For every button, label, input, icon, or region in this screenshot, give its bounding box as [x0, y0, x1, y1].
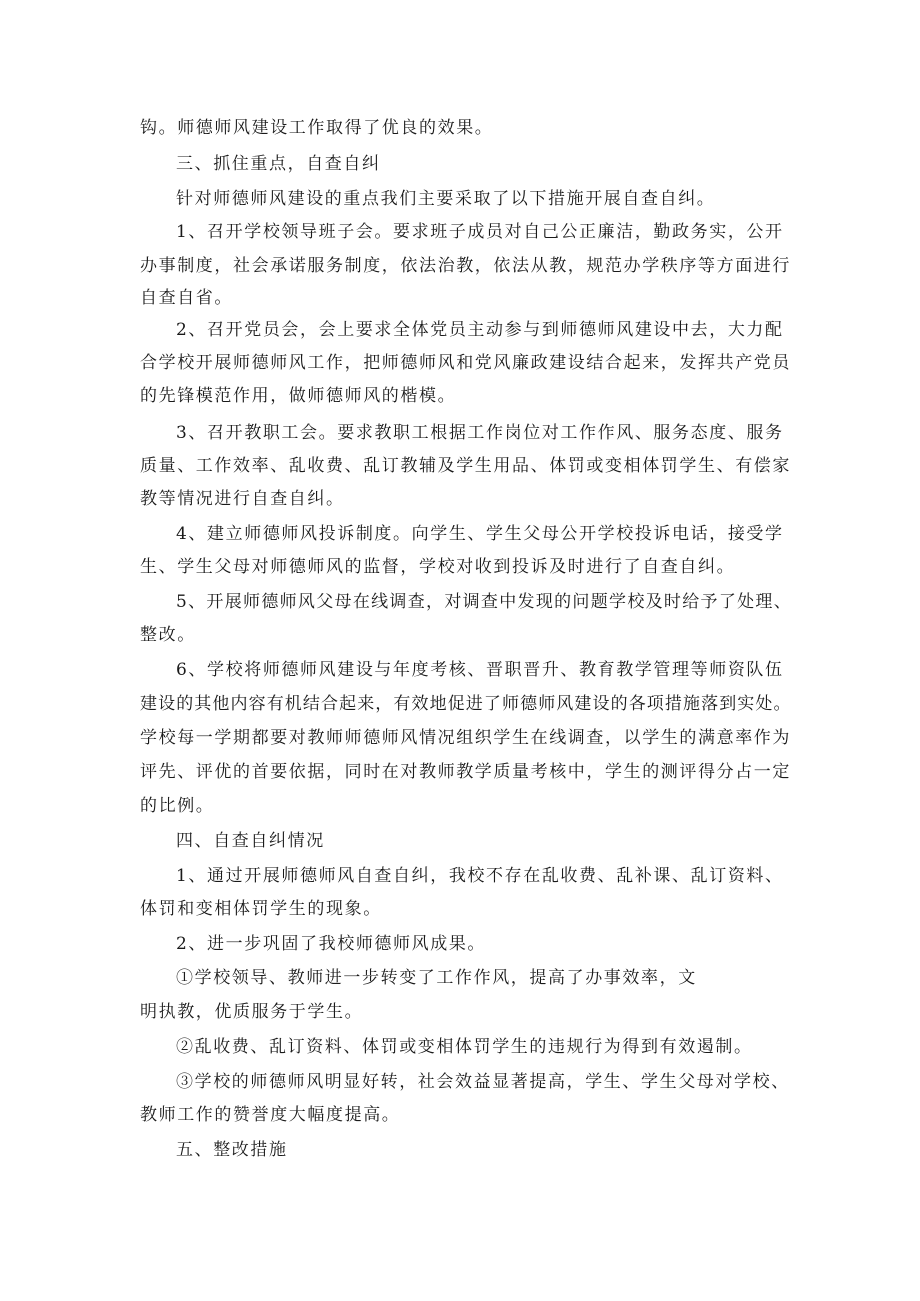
paragraph-6-line: 建设的其他内容有机结合起来，有效地促进了师德师风建设的各项措施落到实处。	[140, 694, 792, 714]
subitem-1-line: ①学校领导、教师进一步转变了工作作风，提高了办事效率，文	[176, 968, 697, 988]
paragraph-6-line: 学校每一学期都要对教师师德师风情况组织学生在线调查，以学生的满意率作为	[140, 728, 791, 748]
paragraph-2-line: 合学校开展师德师风工作，把师德师风和党风廉政建设结合起来，发挥共产党员	[140, 353, 791, 373]
paragraph-3-line: 质量、工作效率、乱收费、乱订教辅及学生用品、体罚或变相体罚学生、有偿家	[140, 456, 791, 476]
subitem-2-line: ②乱收费、乱订资料、体罚或变相体罚学生的违规行为得到有效遏制。	[176, 1037, 753, 1057]
paragraph-5-line: 整改。	[140, 625, 196, 645]
section-heading-5: 五、整改措施	[176, 1140, 288, 1160]
paragraph-3-line: 3、召开教职工会。要求教职工根据工作岗位对工作作风、服务态度、服务	[176, 423, 784, 443]
subitem-1-line: 明执教，优质服务于学生。	[140, 1002, 364, 1022]
paragraph-1-line: 1、召开学校领导班子会。要求班子成员对自己公正廉洁，勤政务实，公开	[176, 222, 784, 242]
item-1-line: 体罚和变相体罚学生的现象。	[140, 899, 382, 919]
paragraph-6-line: 的比例。	[140, 796, 215, 816]
item-2-line: 2、进一步巩固了我校师德师风成果。	[176, 934, 487, 954]
paragraph-6-line: 6、学校将师德师风建设与年度考核、晋职晋升、教育教学管理等师资队伍	[176, 660, 784, 680]
subitem-3-line: ③学校的师德师风明显好转，社会效益显著提高，学生、学生父母对学校、	[176, 1072, 790, 1092]
paragraph-6-line: 评先、评优的首要依据，同时在对教师教学质量考核中，学生的测评得分占一定	[140, 762, 791, 782]
paragraph-5-line: 5、开展师德师风父母在线调查，对调查中发现的问题学校及时给予了处理、	[176, 592, 793, 612]
paragraph-2-line: 2、召开党员会，会上要求全体党员主动参与到师德师风建设中去，大力配	[176, 320, 784, 340]
paragraph-4-line: 4、建立师德师风投诉制度。向学生、学生父母公开学校投诉电话，接受学	[176, 524, 784, 544]
section-heading-4: 四、自查自纠情况	[176, 831, 325, 851]
subitem-3-line: 教师工作的赞誉度大幅度提高。	[140, 1105, 401, 1125]
paragraph-3-line: 教等情况进行自查自纠。	[140, 489, 345, 509]
item-1-line: 1、通过开展师德师风自查自纠，我校不存在乱收费、乱补课、乱订资料、	[176, 866, 784, 886]
text-line: 钩。师德师风建设工作取得了优良的效果。	[140, 118, 494, 138]
section-heading-3: 三、抓住重点，自查自纠	[176, 154, 381, 174]
text-line: 针对师德师风建设的重点我们主要采取了以下措施开展自查自纠。	[176, 189, 716, 209]
paragraph-4-line: 生、学生父母对师德师风的监督，学校对收到投诉及时进行了自查自纠。	[140, 557, 736, 577]
paragraph-2-line: 的先锋模范作用，做师德师风的楷模。	[140, 386, 457, 406]
paragraph-1-line: 自查自省。	[140, 288, 233, 308]
paragraph-1-line: 办事制度，社会承诺服务制度，依法治教，依法从教，规范办学秩序等方面进行	[140, 256, 791, 276]
